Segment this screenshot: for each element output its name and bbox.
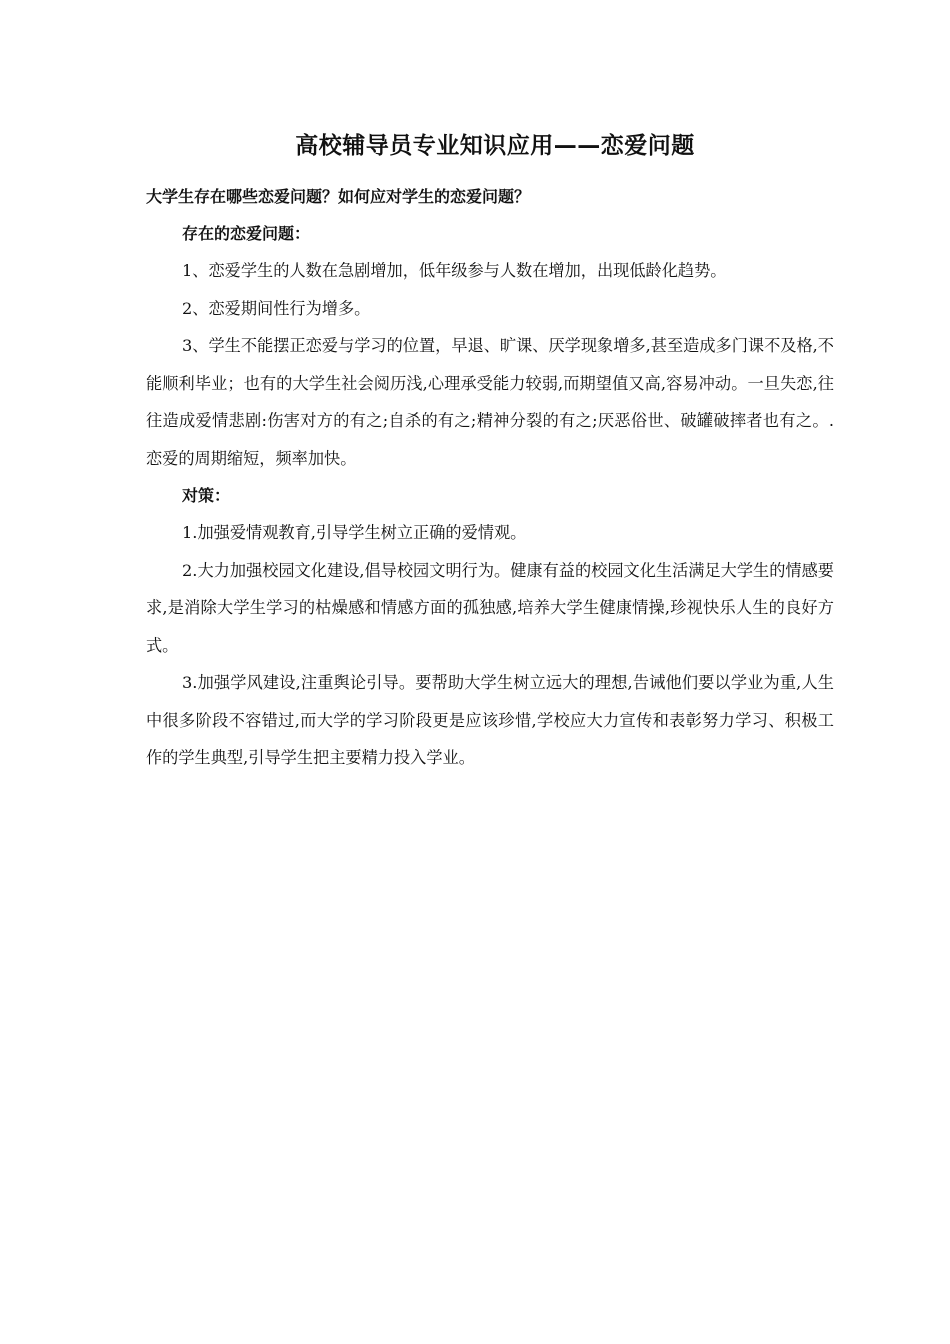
countermeasures-heading: 对策：: [182, 486, 231, 505]
question-heading: 大学生存在哪些恋爱问题？如何应对学生的恋爱问题？: [146, 187, 531, 206]
countermeasure-item: 3.加强学风建设,注重舆论引导。要帮助大学生树立远大的理想,告诫他们要以学业为重,人生中很多阶段不容错过,而大学的学习阶段更是应该珍惜,学校应大力宣传和表彰努力学习、积极工作的学生典型,引导学生把主要精力投入学业。: [146, 673, 834, 767]
document-body: [146, 128, 834, 777]
countermeasure-item: 2.大力加强校园文化建设,倡导校园文明行为。健康有益的校园文化生活满足大学生的情感要求,是消除大学生学习的枯燥感和情感方面的孤独感,培养大学生健康情操,珍视快乐人生的良好方式。: [146, 560, 834, 655]
problems-heading: 存在的恋爱问题：: [182, 224, 311, 243]
problem-item: 1、恋爱学生的人数在急剧增加，低年级参与人数在增加，出现低龄化趋势。: [182, 261, 727, 280]
countermeasure-item: 1.加强爱情观教育,引导学生树立正确的爱情观。: [182, 523, 527, 542]
problem-item: 3、学生不能摆正恋爱与学习的位置，早退、旷课、厌学现象增多,甚至造成多门课不及格,不能顺利毕业；也有的大学生社会阅历浅,心理承受能力较弱,而期望值又高,容易冲动。一旦失恋,往往造成爱情悲剧:伤害对方的有之;自杀的有之;精神分裂的有之;厌恶俗世、破罐破摔者也有之。.恋爱的周期缩短，频率加快。: [146, 336, 834, 468]
document-title: 高校辅导员专业知识应用——恋爱问题: [295, 133, 695, 159]
problem-item: 2、恋爱期间性行为增多。: [182, 298, 371, 318]
